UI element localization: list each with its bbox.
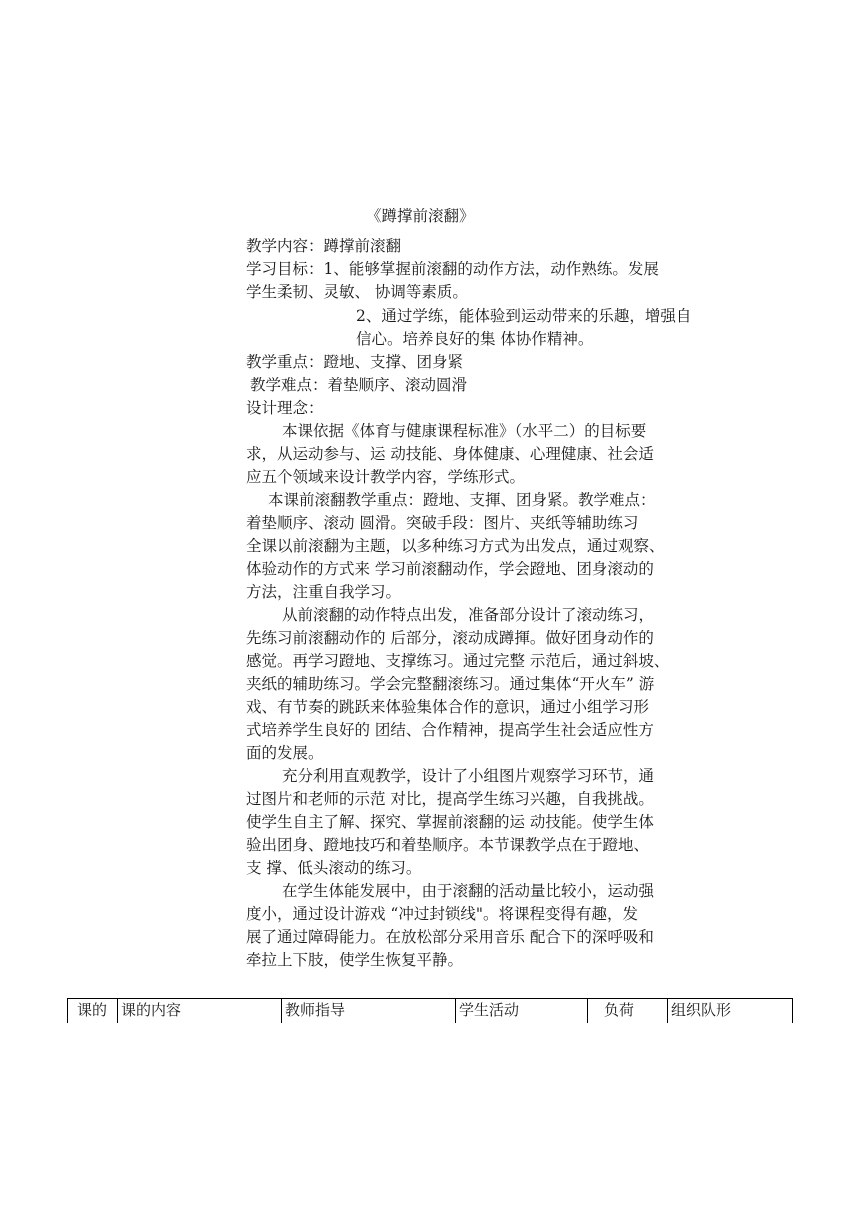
text-line-goal-2-cont: 信心。培养良好的集 体协作精神。 bbox=[356, 330, 594, 348]
paragraph-3-line-4: 夹纸的辅助练习。学会完整翻滚练习。通过集体“开火车” 游 bbox=[246, 675, 655, 693]
paragraph-3-line-1: 从前滚翻的动作特点出发，准备部分设计了滚动练习， bbox=[282, 606, 655, 624]
table-header-cell-formation: 组织队形 bbox=[667, 999, 793, 1023]
paragraph-3-line-7: 面的发展。 bbox=[246, 744, 324, 762]
text-line-goal-2: 2、通过学练，能体验到运动带来的乐趣，增强自 bbox=[356, 307, 692, 325]
paragraph-2-line-1: 本课前滚翻教学重点：蹬地、支揮、团身紧。教学难点： bbox=[268, 491, 656, 509]
paragraph-3-line-3: 感觉。再学习蹬地、支撑练习。通过完整 示范后，通过斜坡、 bbox=[246, 652, 670, 670]
table-header-cell-student: 学生活动 bbox=[455, 999, 587, 1023]
paragraph-5-line-3: 展了通过障碍能力。在放松部分采用音乐 配合下的深呼吸和 bbox=[246, 928, 654, 946]
paragraph-2-line-3: 全课以前滚翻为主题，以多种练习方式为出发点，通过观察、 bbox=[246, 537, 665, 555]
text-line-content: 教学内容：蹲撑前滚翻 bbox=[246, 237, 402, 255]
table-header-cell-content: 课的内容 bbox=[117, 999, 281, 1023]
paragraph-2-line-4: 体验动作的方式来 学习前滚翻动作，学会蹬地、团身滚动的 bbox=[246, 560, 654, 578]
text-line-difficulty: 教学难点：着垫顺序、滚动圆滑 bbox=[250, 376, 468, 394]
text-line-goal-cont: 学生柔韧、灵敏、 协调等素质。 bbox=[246, 283, 468, 301]
paragraph-1-line-2: 求，从运动参与、运 动技能、身体健康、心理健康、社会适 bbox=[246, 445, 654, 463]
paragraph-4-line-3: 使学生自主了解、探究、掌握前滚翻的运 动技能。使学生体 bbox=[246, 813, 654, 831]
paragraph-2-line-2: 着垫顺序、滚动 圆滑。突破手段：图片、夹纸等辅助练习 bbox=[246, 514, 639, 532]
table-header-cell-load: 负荷 bbox=[587, 999, 667, 1023]
paragraph-3-line-6: 式培养学生良好的 团结、合作精神，提高学生社会适应性方 bbox=[246, 721, 654, 739]
paragraph-4-line-2: 过图片和老师的示范 对比，提高学生练习兴趣，自我挑战。 bbox=[246, 790, 654, 808]
paragraph-5-line-2: 度小，通过设计游戏 “冲过封锁线"。将课程变得有趣，发 bbox=[246, 905, 638, 923]
paragraph-4-line-1: 充分利用直观教学，设计了小组图片观察学习环节，通 bbox=[282, 767, 655, 785]
paragraph-2-line-5: 方法，注重自我学习。 bbox=[246, 583, 402, 601]
text-line-design-heading: 设计理念： bbox=[246, 399, 324, 417]
paragraph-1-line-1: 本课依据《体育与健康课程标准》（水平二）的目标要 bbox=[282, 422, 647, 440]
text-line-goal: 学习目标：1、能够掌握前滚翻的动作方法，动作熟练。发展 bbox=[246, 260, 659, 278]
document-title: 《蹲撑前滚翻》 bbox=[366, 207, 475, 225]
paragraph-5-line-1: 在学生体能发展中，由于滚翻的活动量比较小，运动强 bbox=[282, 882, 655, 900]
paragraph-1-line-3: 应五个领域来设计教学内容，学练形式。 bbox=[246, 468, 526, 486]
paragraph-4-line-4: 验出团身、蹬地技巧和着垫顺序。本节课教学点在于蹬地、 bbox=[246, 836, 650, 854]
paragraph-3-line-5: 戏、有节奏的跳跃来体验集体合作的意识，通过小组学习形 bbox=[246, 698, 650, 716]
lesson-table-header bbox=[67, 998, 793, 1023]
paragraph-4-line-5: 支 撑、低头滚动的练习。 bbox=[246, 859, 422, 877]
text-line-keypoint: 教学重点：蹬地、支撑、团身紧 bbox=[246, 353, 464, 371]
paragraph-5-line-4: 牵拉上下肢，使学生恢复平静。 bbox=[246, 951, 464, 969]
paragraph-3-line-2: 先练习前滚翻动作的 后部分，滚动成蹲揮。做好团身动作的 bbox=[246, 629, 654, 647]
table-header-cell-section: 课的 bbox=[67, 999, 117, 1023]
table-header-cell-teacher: 教师指导 bbox=[281, 999, 455, 1023]
